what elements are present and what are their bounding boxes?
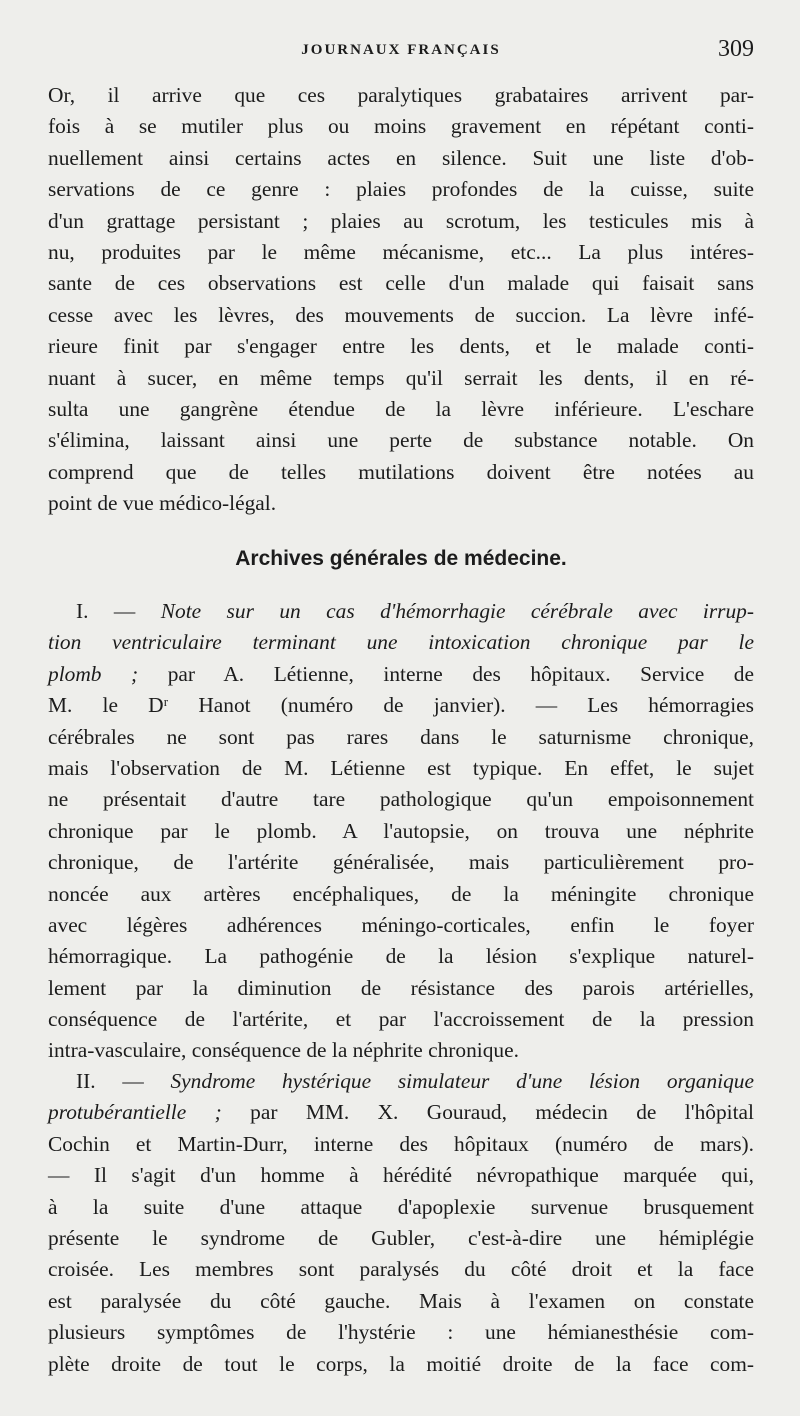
text-line: chronique par le plomb. A l'autopsie, on trouva une néphrite — [48, 818, 754, 843]
text-line: plusieurs symptômes de l'hystérie : une hémianesthésie com- — [48, 1320, 754, 1345]
text-line — [48, 659, 754, 690]
text-line: nuant à sucer, en même temps qu'il serrait les dents, il en ré- — [48, 365, 754, 390]
text-line: cérébrales ne sont pas rares dans le saturnisme chronique, — [48, 724, 754, 749]
text-line: sulta une gangrène étendue de la lèvre inférieure. L'eschare — [48, 396, 754, 421]
text-line: nuellement ainsi certains actes en silence. Suit une liste d'ob- — [48, 145, 754, 170]
article-authors: par A. Létienne, interne des hôpitaux. Service de — [167, 661, 754, 686]
article-authors: par MM. X. Gouraud, médecin de l'hôpital — [250, 1100, 754, 1125]
text-line: ne présentait d'autre tare pathologique qu'un empoisonnement — [48, 787, 754, 812]
text-line: s'élimina, laissant ainsi une perte de substance notable. On — [48, 428, 754, 453]
page-number: 309 — [718, 36, 754, 62]
text-line: servations de ce genre : plaies profondes de la cuisse, suite — [48, 177, 754, 202]
article-title: plomb ; — [48, 661, 139, 686]
article-title-line — [48, 627, 754, 658]
article-2 — [48, 1066, 754, 1380]
text-line: avec légères adhérences méningo-corticales, enfin le foyer — [48, 912, 754, 937]
text-line: chronique, de l'artérite généralisée, mais particulièrement pro- — [48, 850, 754, 875]
text-line: lement par la diminution de résistance des parois artérielles, — [48, 975, 754, 1000]
text-line: nu, produites par le même mécanisme, etc... La plus intéres- — [48, 239, 754, 264]
text-line: rieure finit par s'engager entre les dents, et le malade conti- — [48, 334, 754, 359]
text-line: Cochin et Martin-Durr, interne des hôpitaux (numéro de mars). — [48, 1131, 754, 1156]
text-line: cesse avec les lèvres, des mouvements de succion. La lèvre infé- — [48, 302, 754, 327]
text-line — [48, 1097, 754, 1128]
text-line: noncée aux artères encéphaliques, de la méningite chronique — [48, 881, 754, 906]
text-line: mais l'observation de M. Létienne est typique. En effet, le sujet — [48, 755, 754, 780]
text-line: plète droite de tout le corps, la moitié droite de la face com- — [48, 1351, 754, 1376]
section-title: Archives générales de médecine. — [235, 547, 567, 570]
text-line: sante de ces observations est celle d'un malade qui faisait sans — [48, 271, 754, 296]
text-line: présente le syndrome de Gubler, c'est-à-dire une hémiplégie — [48, 1225, 754, 1250]
article-title-line — [48, 596, 754, 627]
text-line: est paralysée du côté gauche. Mais à l'examen on constate — [48, 1288, 754, 1313]
text-line: point de vue médico-légal. — [48, 491, 277, 516]
running-head: JOURNAUX FRANÇAIS — [301, 42, 501, 58]
text-line: intra-vasculaire, conséquence de la néphrite chronique. — [48, 1038, 519, 1063]
text-line: croisée. Les membres sont paralysés du côté droit et la face — [48, 1257, 754, 1282]
article-title: Note sur un cas d'hémorrhagie cérébrale avec irrup- — [160, 599, 754, 623]
text-line: conséquence de l'artérite, et par l'accroissement de la pression — [48, 1007, 754, 1032]
text-line: d'un grattage persistant ; plaies au scrotum, les testicules mis à — [48, 208, 754, 233]
text-line: Or, il arrive que ces paralytiques grabataires arrivent par- — [48, 83, 754, 107]
article-1 — [48, 596, 754, 1067]
page-header — [48, 38, 754, 68]
article-numeral: I. — — [76, 599, 136, 623]
article-numeral: II. — — [76, 1069, 144, 1093]
paragraph-1 — [48, 80, 754, 519]
text-line: fois à se mutiler plus ou moins gravement en répétant conti- — [48, 114, 754, 139]
article-title-line — [48, 1066, 754, 1097]
text-line: comprend que de telles mutilations doivent être notées au — [48, 459, 754, 484]
text-line: — Il s'agit d'un homme à hérédité névropathique marquée qui, — [48, 1163, 754, 1188]
text-line: hémorragique. La pathogénie de la lésion s'explique naturel- — [48, 944, 754, 969]
article-title: tion ventriculaire terminant une intoxication chronique par le — [48, 630, 754, 655]
text-line: M. le Dʳ Hanot (numéro de janvier). — Les hémorragies — [48, 693, 754, 718]
article-title: protubérantielle ; — [48, 1100, 222, 1125]
article-title: Syndrome hystérique simulateur d'une lésion organique — [170, 1069, 754, 1093]
text-line: à la suite d'une attaque d'apoplexie survenue brusquement — [48, 1194, 754, 1219]
